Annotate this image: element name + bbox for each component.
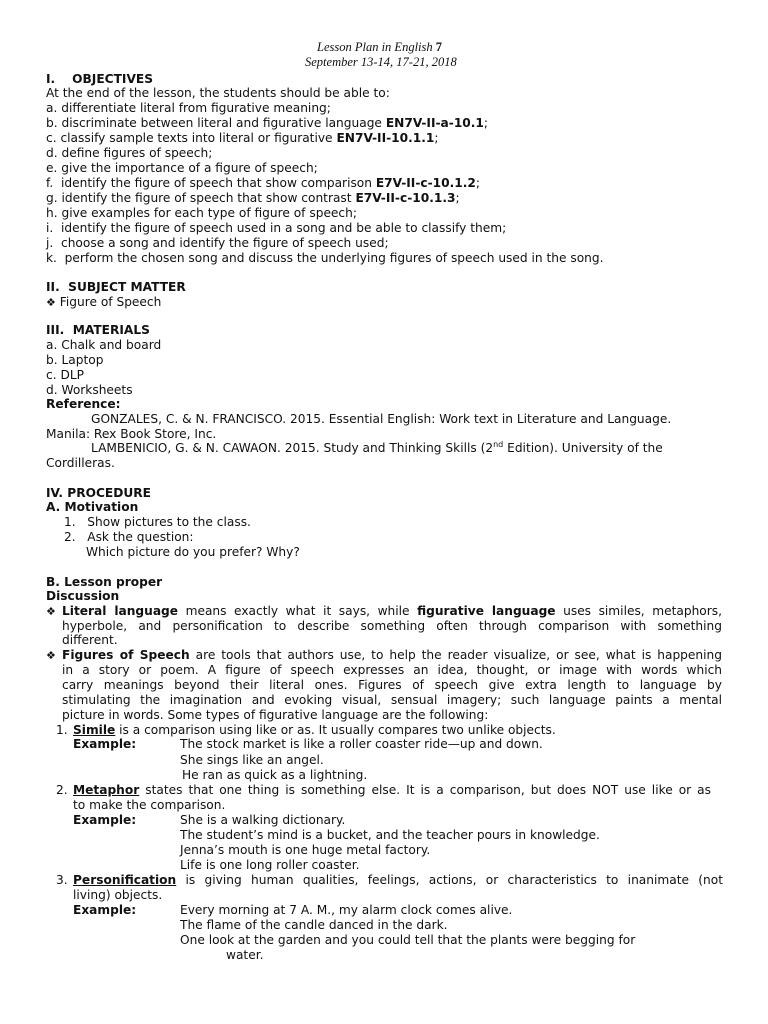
subject-item: ❖ Figure of Speech — [46, 295, 162, 309]
procedure-heading: IV. PROCEDURE — [46, 486, 151, 500]
example-line: Jenna’s mouth is one huge metal factory. — [180, 843, 431, 857]
example-line: The stock market is like a roller coaster ride—up and down. — [180, 737, 543, 751]
personification-number: 3. — [56, 873, 68, 887]
document-title — [317, 40, 442, 55]
competency-code: E7V-II-c-10.1.3 — [355, 191, 456, 205]
reference-label: Reference: — [46, 397, 121, 411]
metaphor-definition: Metaphor states that one thing is something else. It is a comparison, but does NOT use like or as — [73, 783, 711, 797]
document-dates: September 13-14, 17-21, 2018 — [305, 55, 457, 69]
paragraph-line: different. — [62, 633, 118, 647]
literal-language-paragraph: Literal language means exactly what it says, while figurative language uses similes, metaphors, — [62, 604, 722, 618]
metaphor-term: Metaphor — [73, 783, 140, 797]
material-item: b. Laptop — [46, 353, 104, 367]
example-line: water. — [226, 948, 264, 962]
objective-item: g. identify the figure of speech that show contrast E7V-II-c-10.1.3; — [46, 191, 460, 205]
material-item: a. Chalk and board — [46, 338, 162, 352]
lesson-proper-heading: B. Lesson proper — [46, 575, 163, 589]
example-line: The flame of the candle danced in the dark. — [180, 918, 448, 932]
objectives-heading: I. OBJECTIVES — [46, 72, 153, 86]
objective-item: e. give the importance of a figure of speech; — [46, 161, 318, 175]
motivation-item: 2. Ask the question: — [64, 530, 194, 544]
example-line: One look at the garden and you could tell that the plants were begging for — [180, 933, 636, 947]
grade-text: 7 — [435, 40, 443, 54]
personification-definition: Personification is giving human qualities, feelings, actions, or characteristics to inanimate (not — [73, 873, 723, 887]
motivation-heading: A. Motivation — [46, 500, 139, 514]
material-item: c. DLP — [46, 368, 84, 382]
simile-definition: Simile is a comparison using like or as. It usually compares two unlike objects. — [73, 723, 556, 737]
example-line: Every morning at 7 A. M., my alarm clock comes alive. — [180, 903, 513, 917]
example-label: Example: — [73, 903, 137, 917]
subject-heading: II. SUBJECT MATTER — [46, 280, 186, 294]
objective-item: d. define figures of speech; — [46, 146, 213, 160]
simile-term: Simile — [73, 723, 116, 737]
materials-heading: III. MATERIALS — [46, 323, 150, 337]
example-line: Life is one long roller coaster. — [180, 858, 360, 872]
competency-code: EN7V-II-10.1.1 — [336, 131, 435, 145]
title-text: Lesson Plan in English — [317, 40, 433, 54]
figures-of-speech-paragraph: Figures of Speech are tools that authors use, to help the reader visualize, or see, what is happening — [62, 648, 722, 662]
paragraph-line: to make the comparison. — [73, 798, 226, 812]
example-line: She is a walking dictionary. — [180, 813, 346, 827]
motivation-question: Which picture do you prefer? Why? — [86, 545, 300, 559]
diamond-bullet-icon: ❖ — [46, 605, 56, 618]
discussion-label: Discussion — [46, 589, 120, 603]
objective-item: f. identify the figure of speech that show comparison E7V-II-c-10.1.2; — [46, 176, 480, 190]
diamond-bullet-icon: ❖ — [46, 649, 56, 662]
reference-entry-cont: Cordilleras. — [46, 456, 115, 470]
motivation-item: 1. Show pictures to the class. — [64, 515, 251, 529]
objective-item: h. give examples for each type of figure of speech; — [46, 206, 357, 220]
objective-item: b. discriminate between literal and figurative language EN7V-II-a-10.1; — [46, 116, 489, 130]
paragraph-line: carry meanings beyond their literal ones. Figures of speech give extra length to language by — [62, 678, 722, 692]
example-line: She sings like an angel. — [180, 753, 324, 767]
paragraph-line: picture in words. Some types of figurative language are the following: — [62, 708, 489, 722]
example-line: The student’s mind is a bucket, and the teacher pours in knowledge. — [180, 828, 600, 842]
example-label: Example: — [73, 737, 137, 751]
competency-code: EN7V-II-a-10.1 — [385, 116, 484, 130]
objectives-intro: At the end of the lesson, the students should be able to: — [46, 86, 390, 100]
paragraph-line: in a story or poem. A figure of speech expresses an idea, thought, or image with words which — [62, 663, 722, 677]
personification-term: Personification — [73, 873, 177, 887]
example-line: He ran as quick as a lightning. — [182, 768, 368, 782]
diamond-bullet-icon: ❖ — [46, 296, 56, 309]
paragraph-line: living) objects. — [73, 888, 163, 902]
objective-item: k. perform the chosen song and discuss the underlying figures of speech used in the song. — [46, 251, 604, 265]
example-label: Example: — [73, 813, 137, 827]
reference-entry: GONZALES, C. & N. FRANCISCO. 2015. Essential English: Work text in Literature and Language. — [91, 412, 672, 426]
paragraph-line: stimulating the imagination and evoking visual, sensual imagery; such language paints a mental — [62, 693, 722, 707]
reference-entry: LAMBENICIO, G. & N. CAWAON. 2015. Study and Thinking Skills (2nd Edition). University of the — [91, 439, 663, 455]
material-item: d. Worksheets — [46, 383, 133, 397]
metaphor-number: 2. — [56, 783, 68, 797]
paragraph-line: hyperbole, and personification to describe something often through comparison with something — [62, 619, 722, 633]
objective-item: a. differentiate literal from figurative meaning; — [46, 101, 331, 115]
reference-entry-cont: Manila: Rex Book Store, Inc. — [46, 427, 217, 441]
objective-item: c. classify sample texts into literal or figurative EN7V-II-10.1.1; — [46, 131, 439, 145]
objective-item: i. identify the figure of speech used in a song and be able to classify them; — [46, 221, 507, 235]
objective-item: j. choose a song and identify the figure of speech used; — [46, 236, 389, 250]
simile-number: 1. — [56, 723, 68, 737]
competency-code: E7V-II-c-10.1.2 — [375, 176, 476, 190]
